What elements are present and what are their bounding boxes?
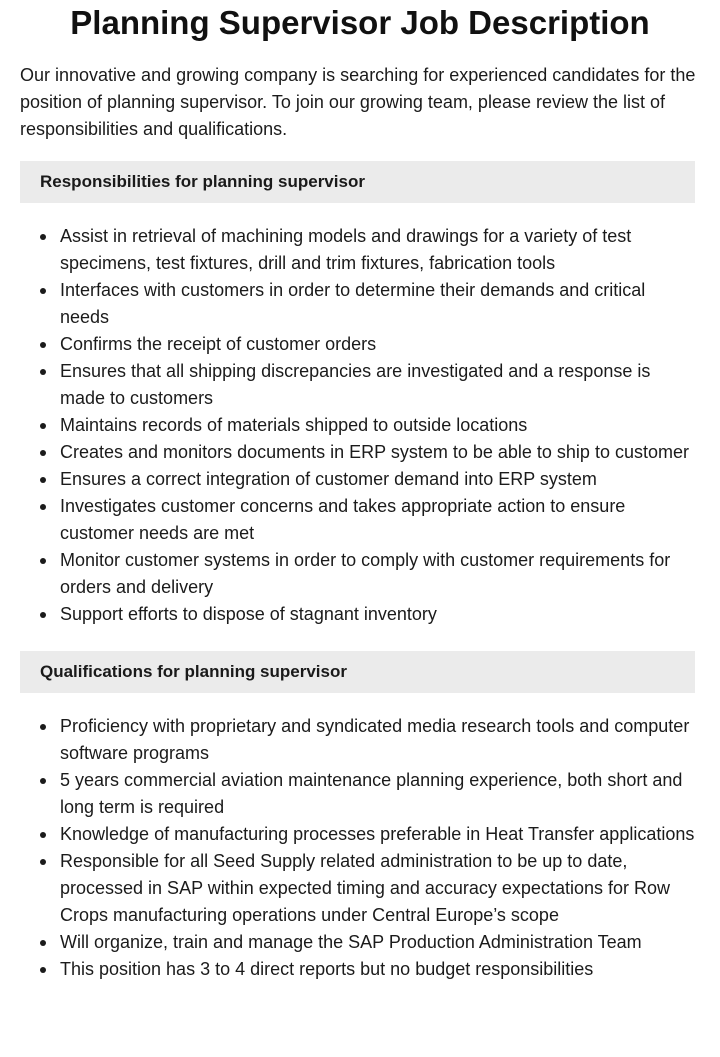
bullet-icon bbox=[40, 832, 46, 838]
list-item-text: Creates and monitors documents in ERP system to be able to ship to customer bbox=[60, 442, 689, 462]
list-item-text: 5 years commercial aviation maintenance planning experience, both short and long term is required bbox=[60, 770, 683, 817]
list-item bbox=[20, 601, 695, 628]
list-item bbox=[20, 439, 695, 466]
list-item bbox=[20, 547, 695, 601]
list-item bbox=[20, 821, 695, 848]
list-item-text: Proficiency with proprietary and syndicated media research tools and computer software programs bbox=[60, 716, 690, 763]
list-item-text: Assist in retrieval of machining models and drawings for a variety of test specimens, test fixtures, drill and trim fixtures, fabrication tools bbox=[60, 226, 632, 273]
qualifications-heading: Qualifications for planning supervisor bbox=[20, 651, 695, 693]
list-item-text: Will organize, train and manage the SAP Production Administration Team bbox=[60, 932, 642, 952]
list-item bbox=[20, 929, 695, 956]
bullet-icon bbox=[40, 504, 46, 510]
intro-paragraph: Our innovative and growing company is searching for experienced candidates for the position of planning supervisor. To join our growing team, please review the list of responsibilities and qualifications. bbox=[20, 65, 696, 139]
bullet-icon bbox=[40, 940, 46, 946]
bullet-icon bbox=[40, 423, 46, 429]
bullet-icon bbox=[40, 558, 46, 564]
list-item bbox=[20, 277, 695, 331]
bullet-icon bbox=[40, 234, 46, 240]
bullet-icon bbox=[40, 369, 46, 375]
qualifications-list bbox=[20, 713, 695, 983]
bullet-icon bbox=[40, 450, 46, 456]
list-item-text: Knowledge of manufacturing processes preferable in Heat Transfer applications bbox=[60, 824, 695, 844]
list-item-text: Monitor customer systems in order to comply with customer requirements for orders and delivery bbox=[60, 550, 671, 597]
qualifications-section bbox=[0, 651, 720, 983]
list-item bbox=[20, 767, 695, 821]
list-item-text: Interfaces with customers in order to determine their demands and critical needs bbox=[60, 280, 646, 327]
list-item bbox=[20, 223, 695, 277]
bullet-icon bbox=[40, 477, 46, 483]
bullet-icon bbox=[40, 778, 46, 784]
list-item-text: Maintains records of materials shipped to outside locations bbox=[60, 415, 528, 435]
list-item-text: Ensures a correct integration of customer demand into ERP system bbox=[60, 469, 597, 489]
list-item bbox=[20, 493, 695, 547]
responsibilities-list bbox=[20, 223, 695, 628]
list-item-text: Investigates customer concerns and takes appropriate action to ensure customer needs are met bbox=[60, 496, 626, 543]
bullet-icon bbox=[40, 859, 46, 865]
list-item bbox=[20, 713, 695, 767]
bullet-icon bbox=[40, 967, 46, 973]
list-item bbox=[20, 466, 695, 493]
bullet-icon bbox=[40, 612, 46, 618]
responsibilities-section bbox=[0, 161, 720, 628]
list-item-text: Support efforts to dispose of stagnant inventory bbox=[60, 604, 437, 624]
list-item-text: This position has 3 to 4 direct reports but no budget responsibilities bbox=[60, 959, 594, 979]
list-item-text: Responsible for all Seed Supply related administration to be up to date, processed in SAP within expected timing and accuracy expectations for Row Crops manufacturing operations under Central Europe’s scope bbox=[60, 851, 670, 925]
bullet-icon bbox=[40, 342, 46, 348]
responsibilities-heading: Responsibilities for planning supervisor bbox=[20, 161, 695, 203]
list-item-text: Confirms the receipt of customer orders bbox=[60, 334, 377, 354]
list-item bbox=[20, 956, 695, 983]
list-item-text: Ensures that all shipping discrepancies are investigated and a response is made to customers bbox=[60, 361, 651, 408]
list-item bbox=[20, 412, 695, 439]
bullet-icon bbox=[40, 288, 46, 294]
bullet-icon bbox=[40, 724, 46, 730]
list-item bbox=[20, 331, 695, 358]
page-title: Planning Supervisor Job Description bbox=[70, 4, 650, 41]
list-item bbox=[20, 848, 695, 929]
list-item bbox=[20, 358, 695, 412]
